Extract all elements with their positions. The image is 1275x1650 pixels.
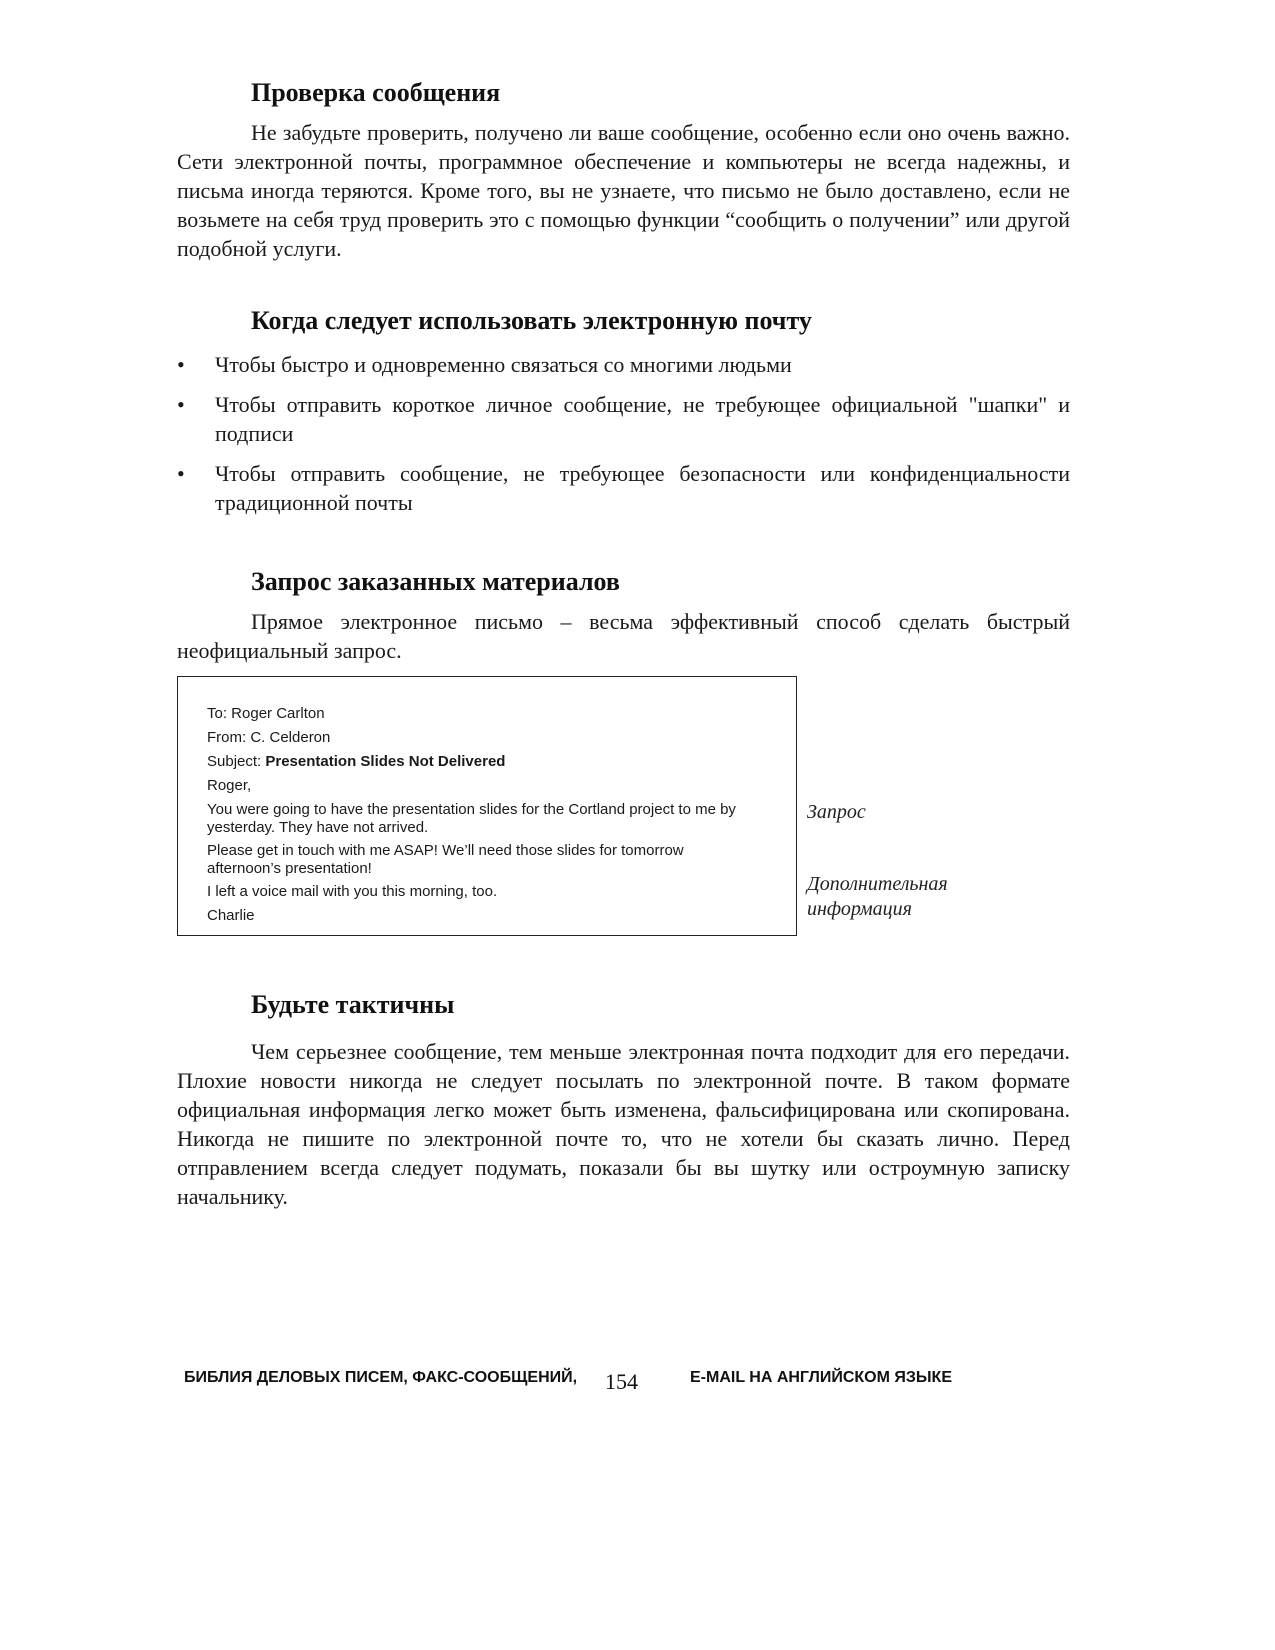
side-note-request: Запрос (807, 801, 866, 823)
page-number: 154 (605, 1369, 638, 1394)
email-example-box (177, 676, 797, 936)
email-subject-value: Presentation Slides Not Delivered (265, 753, 506, 770)
bullet-text: Чтобы отправить короткое личное сообщение, не требующее официальной "шапки" и подписи (215, 392, 1070, 446)
bullet-marker: • (177, 352, 185, 377)
bullet-item (177, 459, 1070, 517)
bullet-marker: • (177, 461, 185, 486)
bullet-list-when-to-use (177, 350, 1070, 528)
side-note-additional-line2: информация (807, 898, 912, 920)
email-from: From: C. Celderon (207, 729, 331, 746)
bullet-marker: • (177, 392, 185, 417)
email-subject (207, 753, 756, 771)
heading-when-to-use-email: Когда следует использовать электронную почту (251, 306, 812, 335)
heading-be-tactful: Будьте тактичны (251, 990, 455, 1019)
bullet-item (177, 390, 1070, 448)
paragraph-be-tactful: Чем серьезнее сообщение, тем меньше электронная почта подходит для его передачи. Плохие новости никогда не следует посылать по электронной почте. В таком формате официальная информация легко может быть изменена, фальсифицирована или скопирована. Никогда не пишите по электронной почте то, что не хотели бы сказать лично. Перед отправлением всегда следует подумать, показали бы вы шутку или остроумную записку начальнику. (177, 1039, 1070, 1209)
email-greeting: Roger, (207, 777, 252, 794)
email-body-voicemail: I left a voice mail with you this morning, too. (207, 883, 498, 900)
paragraph-request-materials: Прямое электронное письмо – весьма эффективный способ сделать быстрый неофициальный запрос. (177, 609, 1070, 663)
email-body-request: You were going to have the presentation slides for the Cortland project to me by yesterday. They have not arrived. (207, 801, 736, 836)
bullet-text: Чтобы быстро и одновременно связаться со многими людьми (215, 352, 792, 377)
footer-book-title-left: БИБЛИЯ ДЕЛОВЫХ ПИСЕМ, ФАКС-СООБЩЕНИЙ, (184, 1369, 578, 1386)
heading-request-materials: Запрос заказанных материалов (251, 567, 620, 596)
email-signature: Charlie (207, 907, 255, 924)
email-subject-label: Subject: (207, 753, 266, 770)
email-to: To: Roger Carlton (207, 705, 325, 722)
paragraph-check-message: Не забудьте проверить, получено ли ваше сообщение, особенно если оно очень важно. Сети электронной почты, программное обеспечение и компьютеры не всегда надежны, и письма иногда теряются. Кроме того, вы не узнаете, что письмо не было доставлено, если не возьмете на себя труд проверить это с помощью функции “сообщить о получении” или другой подобной услуги. (177, 120, 1070, 261)
bullet-item (177, 350, 1070, 379)
footer-book-title-right: E-MAIL НА АНГЛИЙСКОМ ЯЗЫКЕ (690, 1369, 952, 1386)
heading-check-message: Проверка сообщения (251, 78, 501, 107)
bullet-text: Чтобы отправить сообщение, не требующее безопасности или конфиденциальности традиционной почты (215, 461, 1070, 515)
side-note-additional-line1: Дополнительная (807, 873, 948, 895)
email-body-urgent: Please get in touch with me ASAP! We’ll need those slides for tomorrow afternoon’s presentation! (207, 842, 684, 877)
